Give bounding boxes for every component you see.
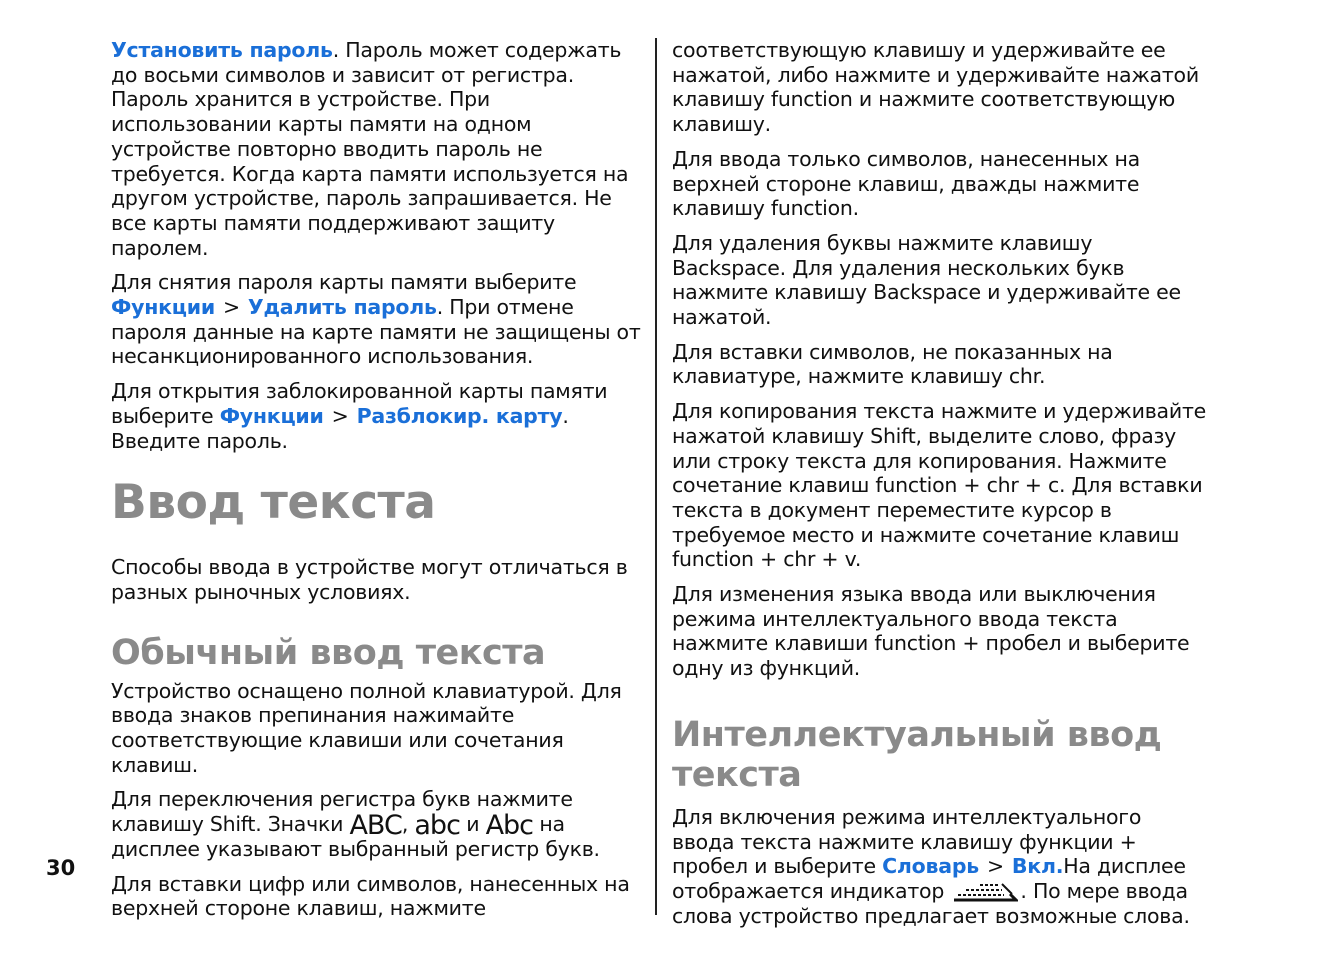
unlock-card-link: Разблокир. карту <box>356 403 563 428</box>
left-column <box>111 38 643 931</box>
dictionary-link: Словарь <box>882 854 979 879</box>
lowercase-icon: abc <box>414 810 460 842</box>
column-divider <box>655 38 657 915</box>
unlock-card-tail: . Введите пароль. <box>111 403 569 453</box>
upper-symbols-paragraph: Для ввода только символов, нанесенных на верхней стороне клавиш, дважды нажмите клавишу function. <box>672 146 1140 221</box>
menu-separator: > <box>222 295 240 320</box>
right-column <box>672 38 1207 938</box>
menu-separator: > <box>986 854 1004 879</box>
text-input-heading: Ввод текста <box>111 475 436 531</box>
case-switch-tail: на дисплее указывают выбранный регистр букв. <box>111 812 600 861</box>
remove-password-tail: . При отмене пароля данные на карте памяти не защищены от несанкционированного использования. <box>111 295 641 369</box>
normal-input-heading: Обычный ввод текста <box>111 632 546 673</box>
predictive-text: Для включения режима интеллектуального ввода текста нажмите клавишу функции + пробел и выберите <box>672 804 1142 879</box>
functions-link: Функции <box>111 295 215 320</box>
set-password-paragraph <box>111 38 643 260</box>
on-link: Вкл. <box>1011 854 1064 879</box>
icon-comma: , <box>401 812 409 837</box>
page-number: 30 <box>46 856 76 880</box>
functions-link: Функции <box>219 403 324 428</box>
input-methods-paragraph: Способы ввода в устройстве могут отличаться в разных рыночных условиях. <box>111 555 628 604</box>
predictive-text-indicator-icon <box>952 880 1018 902</box>
unlock-card-text: Для открытия заблокированной карты памяти выберите <box>111 379 608 428</box>
uppercase-icon: ABC <box>349 810 402 842</box>
unlock-card-paragraph <box>111 379 643 453</box>
remove-password-text: Для снятия пароля карты памяти выберите <box>111 270 577 295</box>
backspace-paragraph: Для удаления буквы нажмите клавишу Backspace. Для удаления нескольких букв нажмите клавишу Backspace и удерживайте ее нажатой. <box>672 230 1181 330</box>
set-password-text: . Пароль может содержать до восьми символов и зависит от регистра. Пароль хранится в устройстве. При использовании карты памяти на одном устройстве повторно вводить пароль не требуется. Когда карта памяти используется на другом устройстве, пароль запрашивается. Не все карты памяти поддерживают защиту паролем. <box>111 38 629 260</box>
predictive-input-heading: Интеллектуальный ввод текста <box>672 714 1162 795</box>
predictive-tail: . По мере ввода слова устройство предлагает возможные слова. <box>672 878 1190 928</box>
remove-password-paragraph <box>111 270 643 369</box>
case-switch-paragraph <box>111 787 643 861</box>
predictive-mid-text: На дисплее отображается индикатор <box>672 854 1186 903</box>
sentence-case-icon: Abc <box>485 810 534 842</box>
keyboard-paragraph: Устройство оснащено полной клавиатурой. Для ввода знаков препинания нажимайте соответствующие клавиши или сочетания клавиш. <box>111 678 622 777</box>
set-password-link: Установить пароль <box>111 38 333 62</box>
insert-digits-paragraph: Для вставки цифр или символов, нанесенных на верхней стороне клавиш, нажмите <box>111 871 630 921</box>
remove-password-link: Удалить пароль <box>247 295 437 320</box>
icon-and: и <box>466 812 480 837</box>
predictive-paragraph <box>672 805 1207 929</box>
insert-digits-continued-paragraph: соответствующую клавишу и удерживайте ее нажатой, либо нажмите и удерживайте нажатой клавишу function и нажмите соответствующую клавишу. <box>672 38 1199 137</box>
chr-paragraph: Для вставки символов, не показанных на клавиатуре, нажмите клавишу chr. <box>672 339 1113 389</box>
language-switch-paragraph: Для изменения языка ввода или выключения режима интеллектуального ввода текста нажмите клавиши function + пробел и выберите одну из функций. <box>672 582 1190 681</box>
case-switch-text: Для переключения регистра букв нажмите клавишу Shift. Значки <box>111 787 573 837</box>
copy-paste-paragraph: Для копирования текста нажмите и удерживайте нажатой клавишу Shift, выделите слово, фразу или строку текста для копирования. Нажмите сочетание клавиш function + chr + c. Для вставки текста в документ переместите курсор в требуемое место и нажмите сочетание клавиш function + chr + v. <box>672 399 1206 572</box>
menu-separator: > <box>331 403 349 428</box>
